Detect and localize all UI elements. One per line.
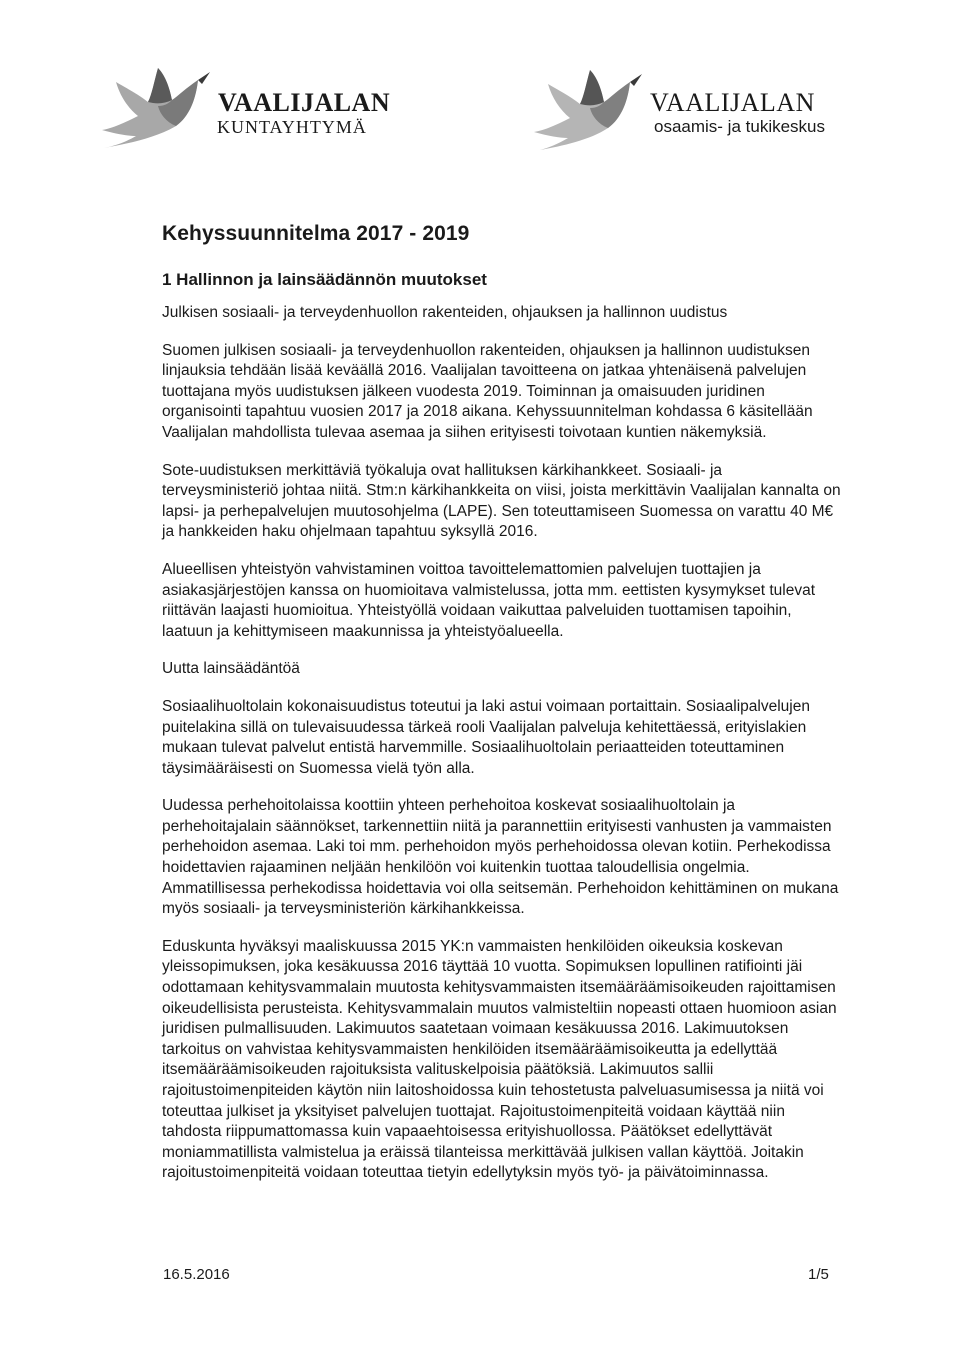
paragraph: Uudessa perhehoitolaissa koottiin yhteen perhehoitoa koskevat sosiaalihuoltolain ja perhehoitajalain säännökset, tarkennettiin niitä ja parannettiin erityisesti vanhusten ja vammaisten perhehoidon asemaa. Laki toi mm. perhehoidon myös perhehoidossa olevan kotiin. Perhekodissa hoidettavien rajaaminen neljään henkilöön voi kuitenkin tuottaa taloudellisia ongelmia. Ammatillisessa perhekodissa hoidettavia voi olla seitsemän. Perhehoidon kehittäminen on mukana myös sosiaali- ja terveysministeriön kärkihankkeissa. — [162, 797, 839, 918]
vaalijalan-kuntayhtyma-logo — [86, 52, 416, 162]
document-title: Kehyssuunnitelma 2017 - 2019 — [162, 222, 470, 245]
paragraph: Sote-uudistuksen merkittäviä työkaluja ovat hallituksen kärkihankkeet. Sosiaali- ja terveysministeriö johtaa niitä. Stm:n kärkihankkeita on viisi, joista merkittävin Vaalijalan kannalta on lapsi- ja perhepalvelujen muutosohjelma (LAPE). Sen toteuttamiseen Suomessa on varattu 40 M€ ja hankkeiden haku ohjelmaan tapahtuu syksyllä 2016. — [162, 461, 841, 541]
bird-logo-icon — [86, 52, 216, 162]
paragraph: Suomen julkisen sosiaali- ja terveydenhuollon rakenteiden, ohjauksen ja hallinnon uudistuksen linjauksia tehdään lisää keväällä 2016. Vaalijalan tavoitteena on jatkaa yhtenäisenä palvelujen tuottajana myös uudistuksen jälkeen vuodesta 2019. Toiminnan ja omaisuuden juridinen organisointi tapahtuu vuosien 2017 ja 2018 aikana. Kehyssuunnitelman kohdassa 6 käsitellään Vaalijalan mahdollista tulevaa asemaa ja siihen erityisesti toivotaan kuntien näkemyksiä. — [162, 341, 813, 441]
paragraph: Sosiaalihuoltolain kokonaisuudistus toteutui ja laki astui voimaan portaittain. Sosiaalipalvelujen puitelakina sillä on tulevaisuudessa tärkeä rooli Vaalijalan palveluja kehitettäessä, erityislakien mukaan tulevat palvelut entistä harvemmille. Sosiaalihuoltolain periaatteiden toteuttaminen täysimääräisesti on Suomessa vielä työn alla. — [162, 697, 810, 777]
logo-name: VAALIJALAN — [218, 88, 391, 117]
subheading: Uutta lainsäädäntöä — [162, 660, 300, 678]
paragraph: Eduskunta hyväksyi maaliskuussa 2015 YK:n vammaisten henkilöiden oikeuksia koskevan yleissopimuksen, joka kesäkuussa 2016 täyttää 10 vuotta. Sopimuksen lopullinen ratifiointi jäi odottamaan kehitysvammalain muutosta kehitysvammaisten itsemääräämisoikeuden rajoittamisen oikeudellisista perusteista. Kehitysvammalain muutos valmisteltiin nopeasti ottaen huomioon asian juridisen pulmallisuuden. Lakimuutos saatetaan voimaan kesäkuussa 2016. Lakimuutoksen tarkoitus on vahvistaa kehitysvammaisten henkilöiden itsemääräämisoikeutta ja edellyttää itsemääräämisoikeuden rajoituksista valituskelpoisia päätöksiä. Lakimuutos sallii rajoitustoimenpiteiden käytön niin laitoshoidossa kuin tehostetusta palveluasumisessa ja niitä voi toteuttaa julkiset ja yksityiset palvelujen tuottajat. Rajoitustoimenpiteitä voidaan käyttää niin tahdosta riippumattomassa kuin vapaaehtoisessa erityishuollossa. Päätökset edellyttävät moniammatillista valmistelua ja eräissä tilanteissa merkittävää julkisen vallan käyttöä. Joitakin rajoitustoimenpiteitä voidaan toteuttaa tietyin edellytyksin myös työ- ja päivätoiminnassa. — [162, 937, 837, 1182]
logo-subtitle: KUNTAYHTYMÄ — [217, 117, 367, 137]
paragraph: Alueellisen yhteistyön vahvistaminen voittoa tavoittelemattomien palvelujen tuottajien ja asiakasjärjestöjen kanssa on huomioitava valmistelussa, jotta mm. eettisten kysymykset tulevat riittävän laajasti huomioitua. Yhteistyöllä voidaan vaikuttaa palveluiden tuottamisen tapoihin, laatuun ja kehittymiseen maakunnissa ja yhteistyöalueella. — [162, 560, 816, 640]
page-number: 1/5 — [808, 1266, 829, 1283]
logo-subtitle: osaamis- ja tukikeskus — [654, 117, 826, 136]
vaalijalan-osaamiskeskus-logo — [520, 52, 850, 162]
section-heading: 1 Hallinnon ja lainsäädännön muutokset — [162, 270, 487, 289]
logo-name: VAALIJALAN — [650, 88, 815, 117]
bird-logo-icon — [520, 52, 650, 162]
subheading: Julkisen sosiaali- ja terveydenhuollon rakenteiden, ohjauksen ja hallinnon uudistus — [162, 304, 728, 321]
document-body — [162, 222, 842, 1201]
footer-date: 16.5.2016 — [163, 1266, 230, 1283]
